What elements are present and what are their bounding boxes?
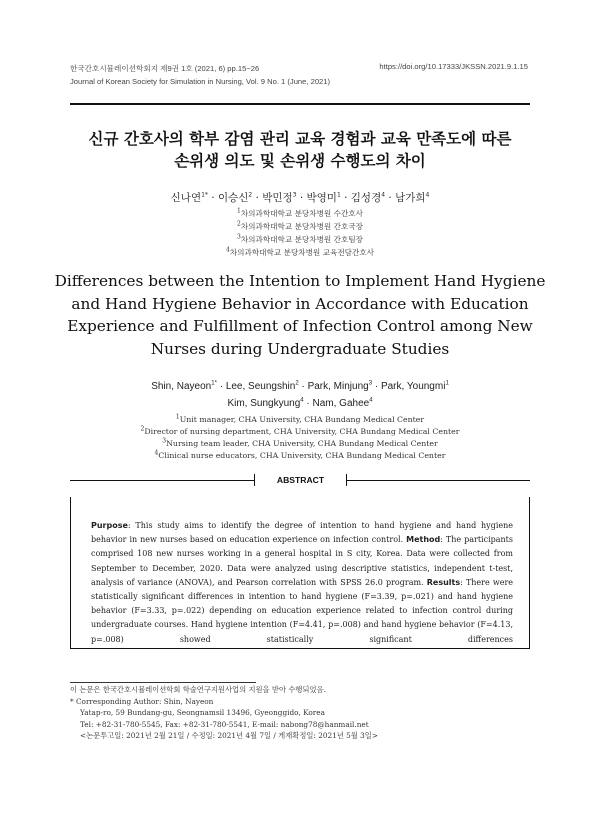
results-label: Results xyxy=(426,577,461,587)
author-name: 박민정 xyxy=(262,192,293,204)
author-name: 남가희 xyxy=(395,192,426,204)
author-sup: 4 xyxy=(425,191,430,199)
affiliation xyxy=(40,233,560,246)
author-name: Kim, Sungkyung xyxy=(227,398,301,409)
affiliations-korean xyxy=(40,207,560,259)
abstract-text xyxy=(91,519,513,647)
author-sup: 3 xyxy=(368,380,373,387)
author-sup: 3 xyxy=(292,191,297,199)
author-name: 신나연 xyxy=(170,192,202,204)
footnotes xyxy=(70,684,540,742)
author-sup: 4 xyxy=(381,191,386,199)
affiliation xyxy=(40,207,560,220)
affiliation-sup: 4 xyxy=(225,246,230,254)
affiliation-text: Unit manager, CHA University, CHA Bundang Medical Center xyxy=(179,415,425,424)
author-sup: 1 xyxy=(445,380,449,387)
affiliations-english xyxy=(40,414,560,462)
affiliation-sup: 1 xyxy=(175,413,180,421)
authors-english-line: Kim, Sungkyung$^4$ · Nam, Gahee$^4$ xyxy=(227,397,373,409)
affiliation-sup: 1 xyxy=(236,207,241,215)
author-name: Lee, Seungshin xyxy=(225,381,296,392)
affiliation xyxy=(40,246,560,259)
affiliation-text: 차의과학대학교 분당차병원 교육전담간호사 xyxy=(229,248,375,257)
journal-name-korean: 한국간호시뮬레이션학회지 제9권 1호 (2021, 6) pp.15~26 xyxy=(70,64,260,73)
authors-english xyxy=(40,378,560,412)
results-text: : There were statistically significant differences in intention to hand hygiene (F=3.39, p=.021) and hand hygiene behavior (F=3.33, p=.022) depending on education experience related to infection control during undergraduate courses. Hand hygiene intention (F=4.41, p=.008) and hand hygiene behavior (F=4.13, p=.008) showed statistically significant differences xyxy=(91,577,514,644)
affiliation-sup: 2 xyxy=(140,425,145,433)
affiliation-sup: 3 xyxy=(162,437,167,445)
method-text: : The participants comprised 108 new nurses working in a general hospital in S city, Korea. Data were collected from September to December, 2020. Data were analyzed using descriptive statistics, independent t-test, analysis of variance (ANOVA), and Pearson correlation with SPSS 26.0 program. xyxy=(91,535,513,587)
header-rule xyxy=(70,103,530,105)
title-korean-line: 신규 간호사의 학부 감염 관리 교육 경험과 교육 만족도에 따른 xyxy=(88,130,512,148)
author-sup: 2 xyxy=(295,380,299,387)
affiliation xyxy=(40,426,560,438)
author-sup: 1* xyxy=(211,380,217,387)
corresponding-name: : Shin, Nayeon xyxy=(158,696,214,706)
author-name: 김성경 xyxy=(350,192,382,204)
title-english-line: Experience and Fulfillment of Infection Control among New xyxy=(67,317,533,335)
method-label: Method xyxy=(406,535,441,545)
corresponding-label: * Corresponding Author xyxy=(70,696,159,706)
affiliation-sup: 2 xyxy=(236,220,241,228)
title-korean-line: 손위생 의도 및 손위생 수행도의 차이 xyxy=(174,152,426,170)
corresponding-author xyxy=(70,696,540,708)
title-english xyxy=(40,270,560,360)
affiliation-text: 차의과학대학교 분당차병원 간호국장 xyxy=(240,222,364,231)
author-name: Nam, Gahee xyxy=(312,398,370,409)
affiliation xyxy=(40,450,560,462)
author-sup: 2 xyxy=(248,191,253,199)
purpose-text: : This study aims to identify the degree of intention to hand hygiene and hand hygiene behavior in new nurses based on education experience on infection control. xyxy=(91,521,513,545)
submission-dates: <논문투고일: 2021년 2월 21일 / 수정일: 2021년 4월 7일 / 게재확정일: 2021년 5월 3일> xyxy=(80,731,378,740)
footnote-rule xyxy=(70,682,256,683)
affiliation xyxy=(40,414,560,426)
affiliation-text: Director of nursing department, CHA University, CHA Bundang Medical Center xyxy=(144,427,460,436)
abstract-heading: ABSTRACT xyxy=(255,474,346,486)
contact-info: Tel: +82-31-780-5545, Fax: +82-31-780-5541, E-mail: nabong78@hanmail.net xyxy=(80,719,369,729)
address: Yatap-ro, 59 Bundang-gu, Seongnamsil 13496, Gyeonggido, Korea xyxy=(80,708,325,717)
author-name: 박영미 xyxy=(306,192,337,204)
title-english-line: Differences between the Intention to Implement Hand Hygiene xyxy=(54,272,546,290)
funding-note: 이 논문은 한국간호시뮬레이션학회 학술연구지원사업의 지원을 받아 수행되었음. xyxy=(70,685,326,694)
authors-korean: 신나연$^{1*}$ · 이승신$^2$ · 박민정$^3$ · 박영미$^1$ · 김성경$^4$ · 남가희$^4$ xyxy=(170,191,430,204)
author-sup: 1* xyxy=(201,191,208,199)
journal-header xyxy=(70,62,330,88)
author-name: 이승신 xyxy=(217,192,249,204)
title-english-line: and Hand Hygiene Behavior in Accordance with Education xyxy=(71,294,529,313)
title-korean xyxy=(40,128,560,172)
affiliation-text: Clinical nurse educators, CHA University, CHA Bundang Medical Center xyxy=(158,451,446,460)
affiliation xyxy=(40,220,560,233)
author-name: Park, Minjung xyxy=(307,381,369,392)
doi-link[interactable]: https://doi.org/10.17333/JKSSN.2021.9.1.15 xyxy=(379,62,528,71)
author-sup: 4 xyxy=(369,397,373,404)
affiliation xyxy=(40,438,560,450)
affiliation-text: Nursing team leader, CHA University, CHA Bundang Medical Center xyxy=(166,439,438,448)
author-sup: 1 xyxy=(336,191,341,199)
affiliation-text: 차의과학대학교 분당차병원 간호팀장 xyxy=(240,235,364,244)
affiliation-sup: 4 xyxy=(154,449,159,457)
authors-english-line: Shin, Nayeon$^{1*}$ · Lee, Seungshin$^2$ · Park, Minjung$^3$ · Park, Youngmi$^1$ xyxy=(151,380,449,392)
affiliation-sup: 3 xyxy=(236,233,241,241)
abstract-heading-tick-right xyxy=(346,474,347,486)
journal-name-english: Journal of Korean Society for Simulation in Nursing, Vol. 9 No. 1 (June, 2021) xyxy=(70,77,331,86)
title-english-line: Nurses during Undergraduate Studies xyxy=(150,339,450,358)
author-sup: 4 xyxy=(300,397,304,404)
author-name: Shin, Nayeon xyxy=(151,381,212,392)
author-name: Park, Youngmi xyxy=(380,381,446,392)
affiliation-text: 차의과학대학교 분당차병원 수간호사 xyxy=(240,209,364,218)
purpose-label: Purpose xyxy=(91,521,128,530)
